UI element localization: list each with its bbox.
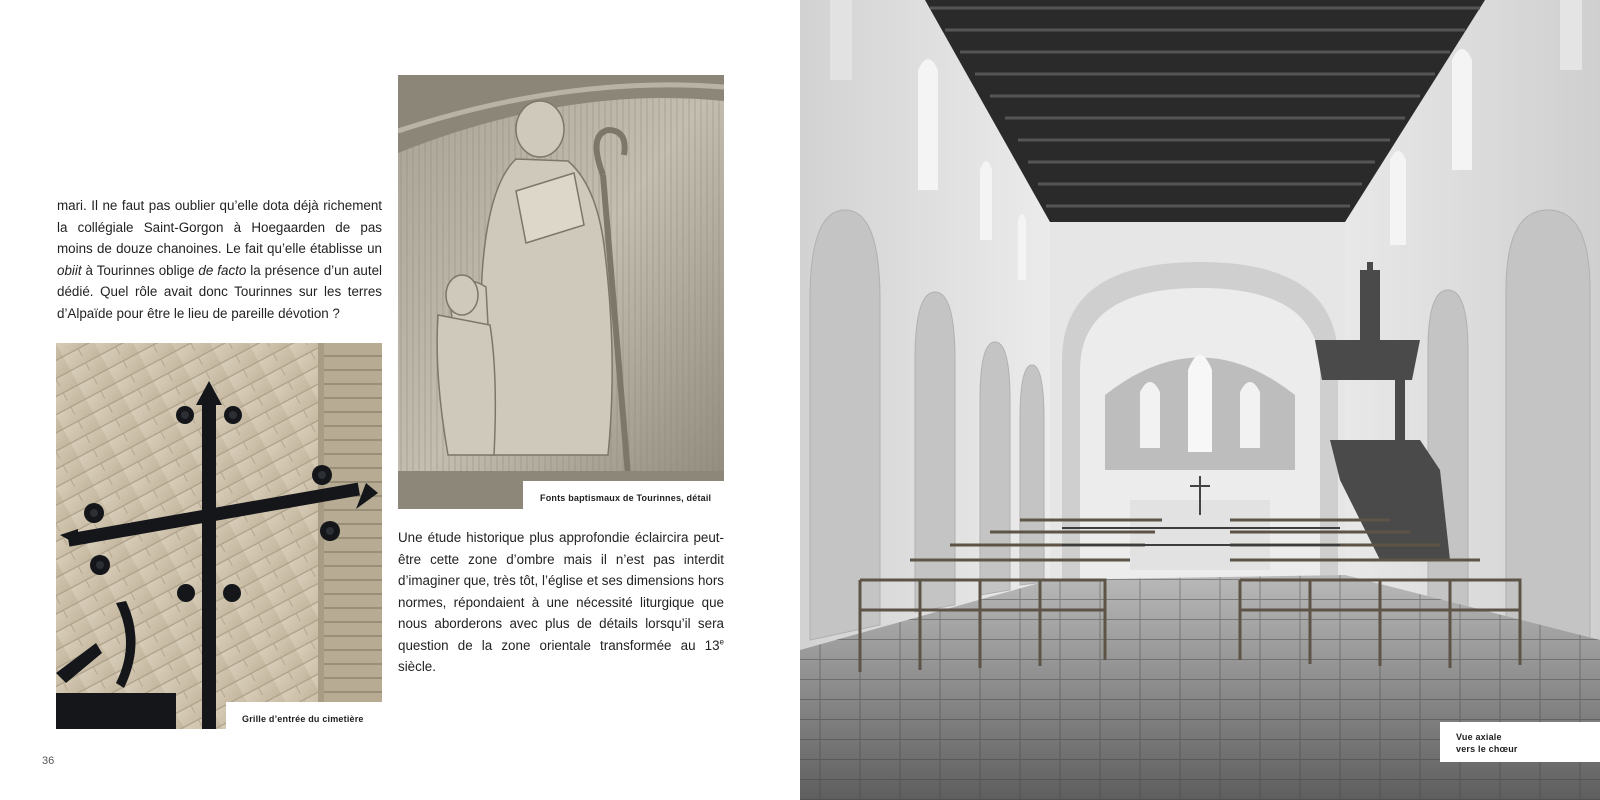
text-run: à Tourinnes oblige [81,262,199,278]
cross-illustration [56,343,382,729]
photo-baptismal-font-relief [398,75,724,509]
italic-term-obiit: obiit [57,262,82,278]
caption-axial-view [1440,722,1600,762]
text-run: Une étude historique plus approfondie éclaircira peut-être cette zone d’ombre mais il n’est pas interdit d’imaginer que, très tôt, l’église et ses dimensions hors normes, répondaient à une nécessité liturgique que nous aborderons avec plus de détails lorsqu’il sera question de la zone orientale transformée au 13 [398,530,724,653]
text-run: mari. Il ne faut pas oublier qu’elle dota déjà richement la collégiale Saint-Gorgon à Hoegaarden de pas moins de douze chanoines. Le fait qu’elle établisse un [57,198,382,256]
caption-cemetery-gate: Grille d’entrée du cimetière [226,702,384,730]
text-run: siècle. [398,659,436,674]
ordinal-superscript: e [719,637,724,647]
italic-term-de-facto: de facto [198,262,247,278]
text-run: la présence d’un autel dédié. Quel rôle avait donc Tourinnes sur les terres d’Alpaïde pour être le lieu de pareille dévotion ? [57,262,383,321]
relief-illustration [398,75,724,509]
page-number: 36 [42,755,55,767]
right-page [800,0,1600,800]
body-paragraph-2 [398,527,724,678]
body-paragraph-1 [57,195,382,324]
caption-axial-view-line-2: vers le chœur [1456,744,1518,754]
caption-baptismal-font: Fonts baptismaux de Tourinnes, détail [523,481,725,509]
photo-cemetery-gate-cross [56,343,382,729]
caption-axial-view-line-1: Vue axiale [1456,732,1502,742]
photo-church-nave [800,0,1600,800]
